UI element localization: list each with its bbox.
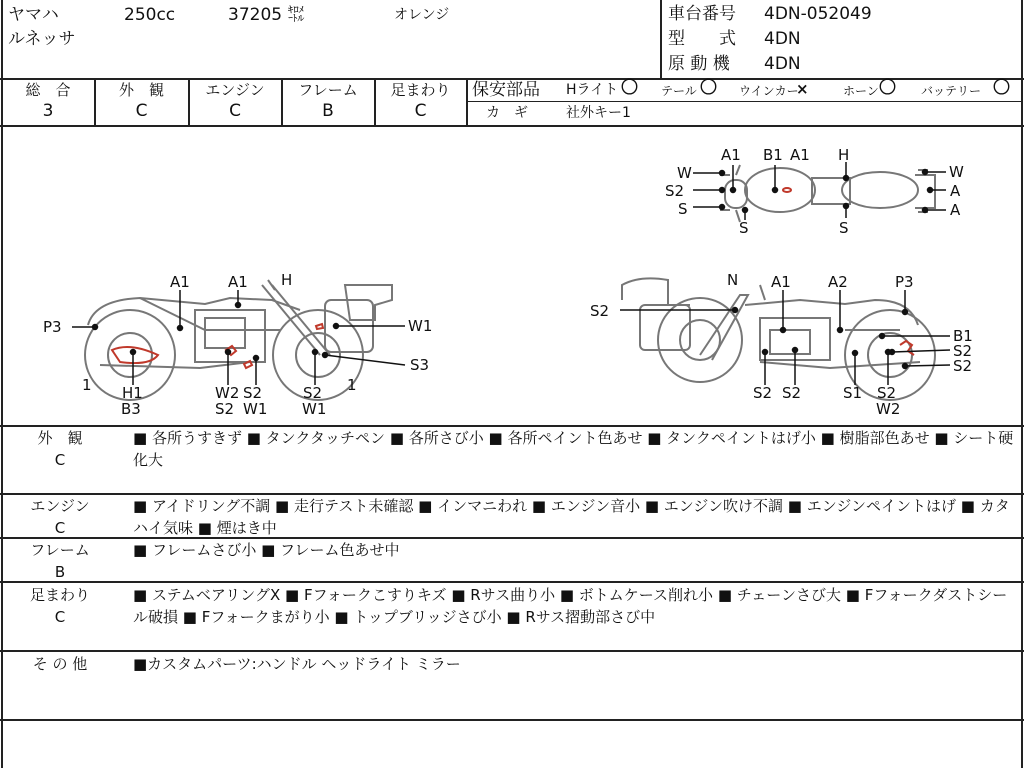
divider-grades [0, 125, 1024, 127]
divider-suspension [0, 650, 1024, 652]
winker-mark: × [796, 80, 809, 98]
model-name: ルネッサ [8, 29, 76, 49]
taillight-label: テール [661, 84, 697, 98]
top-label-w-right: W [949, 163, 964, 181]
section-exterior-text: ■ 各所うすきず ■ タンクタッチペン ■ 各所さび小 ■ 各所ペイント色あせ ■ タンクペイントはげ小 ■ 樹脂部色あせ ■ シート硬化大 [133, 429, 1014, 469]
left-label-s2-2: S2 [215, 400, 235, 418]
horn-label: ホーン [843, 84, 879, 98]
border-right [1021, 0, 1023, 768]
left-label-s2-3: S2 [303, 384, 323, 402]
grade-suspension-value: C [414, 101, 427, 121]
top-label-b1: B1 [763, 146, 783, 164]
top-label-a-right1: A [950, 182, 961, 200]
top-label-s-bottom2: S [839, 219, 849, 237]
top-label-a1: A1 [721, 146, 741, 164]
right-label-s2-r1: S2 [953, 342, 973, 360]
section-frame-text: ■ フレームさび小 ■ フレーム色あせ中 [133, 541, 400, 559]
displacement: 250cc [124, 5, 176, 25]
grade-suspension-label: 足まわり [390, 81, 451, 99]
type-label: 型 式 [668, 29, 736, 49]
right-label-a2: A2 [828, 273, 848, 291]
left-label-w1-2: W1 [243, 400, 268, 418]
safety-label: 保安部品 [472, 80, 540, 100]
section-engine-title: エンジン [30, 497, 90, 515]
grade-frame-value: B [322, 101, 334, 121]
top-label-s2: S2 [665, 182, 685, 200]
left-label-w2: W2 [215, 384, 240, 402]
section-frame-label [0, 539, 120, 583]
left-label-w1-3: W1 [302, 400, 327, 418]
left-label-p3: P3 [43, 318, 62, 336]
type-value: 4DN [764, 29, 801, 49]
left-label-1: 1 [82, 376, 92, 394]
left-label-1-2: 1 [347, 376, 357, 394]
section-other-label [0, 653, 120, 675]
key-label: カ ギ [486, 105, 528, 121]
grade-overall-label: 総 合 [25, 81, 71, 99]
horn-mark: 〇 [879, 78, 896, 98]
headlight-mark: 〇 [621, 78, 638, 98]
top-label-s: S [678, 200, 688, 218]
maker: ヤマハ [8, 5, 59, 25]
left-label-s2: S2 [243, 384, 263, 402]
engine-value: 4DN [764, 54, 801, 74]
pointers [72, 162, 950, 385]
section-suspension-grade: C [54, 608, 66, 626]
frame-no-label: 車台番号 [668, 4, 736, 24]
left-label-b3: B3 [121, 400, 141, 418]
taillight-mark: 〇 [700, 78, 717, 98]
left-side-bike [85, 280, 392, 400]
section-exterior-title: 外 観 [37, 429, 83, 447]
section-suspension-label [0, 584, 120, 628]
right-label-a1: A1 [771, 273, 791, 291]
right-label-s2-b1: S2 [753, 384, 773, 402]
section-exterior-grade: C [54, 451, 66, 469]
headlight-label: Hライト [566, 82, 619, 98]
top-label-a-right2: A [950, 201, 961, 219]
winker-label: ウインカー [739, 84, 799, 98]
grade-exterior-value: C [135, 101, 148, 121]
right-label-s2-b3: S2 [877, 384, 897, 402]
section-engine-label [0, 495, 120, 539]
grade-exterior-label: 外 観 [118, 81, 164, 99]
left-label-h1: H1 [122, 384, 143, 402]
battery-label: バッテリー [921, 84, 982, 98]
section-frame-grade: B [54, 563, 66, 581]
grade-engine-label: エンジン [205, 81, 265, 99]
right-label-s2-r2: S2 [953, 357, 973, 375]
section-suspension-title: 足まわり [29, 586, 90, 604]
right-side-bike [622, 278, 935, 400]
section-engine-grade: C [54, 519, 66, 537]
right-label-w2: W2 [876, 400, 901, 418]
section-exterior-label [0, 427, 120, 471]
safety-divider [466, 101, 1022, 102]
engine-label: 原 動 機 [668, 54, 730, 74]
top-view-bike [720, 165, 935, 222]
right-label-s1: S1 [843, 384, 863, 402]
right-label-p3: P3 [895, 273, 914, 291]
top-label-w: W [677, 164, 692, 182]
mileage: 37205 ㌖ [228, 5, 305, 25]
grade-overall-value: 3 [42, 101, 54, 121]
section-frame-title: フレーム [30, 541, 90, 559]
divider-frame-info [660, 0, 662, 78]
right-label-b1: B1 [953, 327, 973, 345]
section-other-title: そ の 他 [32, 655, 88, 673]
color: オレンジ [394, 7, 450, 23]
top-label-a1-2: A1 [790, 146, 810, 164]
right-label-n: N [727, 271, 739, 289]
grade-frame-label: フレーム [298, 81, 358, 99]
left-label-a1: A1 [170, 273, 190, 291]
grade-engine-value: C [229, 101, 241, 121]
top-label-s-bottom1: S [739, 219, 749, 237]
section-other-text: ■カスタムパーツ:ハンドル ヘッドライト ミラー [133, 655, 461, 673]
left-label-a1-2: A1 [228, 273, 248, 291]
top-label-h: H [838, 146, 850, 164]
frame-no: 4DN-052049 [764, 4, 872, 24]
left-label-h: H [281, 271, 293, 289]
divider-other [0, 719, 1024, 721]
right-label-s2-left: S2 [590, 302, 610, 320]
section-engine-text: ■ アイドリング不調 ■ 走行テスト未確認 ■ インマニわれ ■ エンジン音小 ■ エンジン吹け不調 ■ エンジンペイントはげ ■ カタハイ気味 ■ 煙はき中 [133, 497, 1010, 537]
battery-mark: 〇 [993, 78, 1010, 98]
left-label-w1: W1 [408, 317, 433, 335]
damage-marks [112, 188, 914, 368]
right-label-s2-b2: S2 [782, 384, 802, 402]
left-label-s3: S3 [410, 356, 430, 374]
divider-frame [0, 581, 1024, 583]
key-value: 社外キー1 [566, 105, 631, 121]
section-suspension-text: ■ ステムベアリングX ■ Fフォークこすりキズ ■ Rサス曲り小 ■ ボトムケース削れ小 ■ チェーンさび大 ■ Fフォークダストシール破損 ■ Fフォークまがり小 ■ トップブリッジさび小 ■ Rサス摺動部さび中 [133, 586, 1008, 626]
